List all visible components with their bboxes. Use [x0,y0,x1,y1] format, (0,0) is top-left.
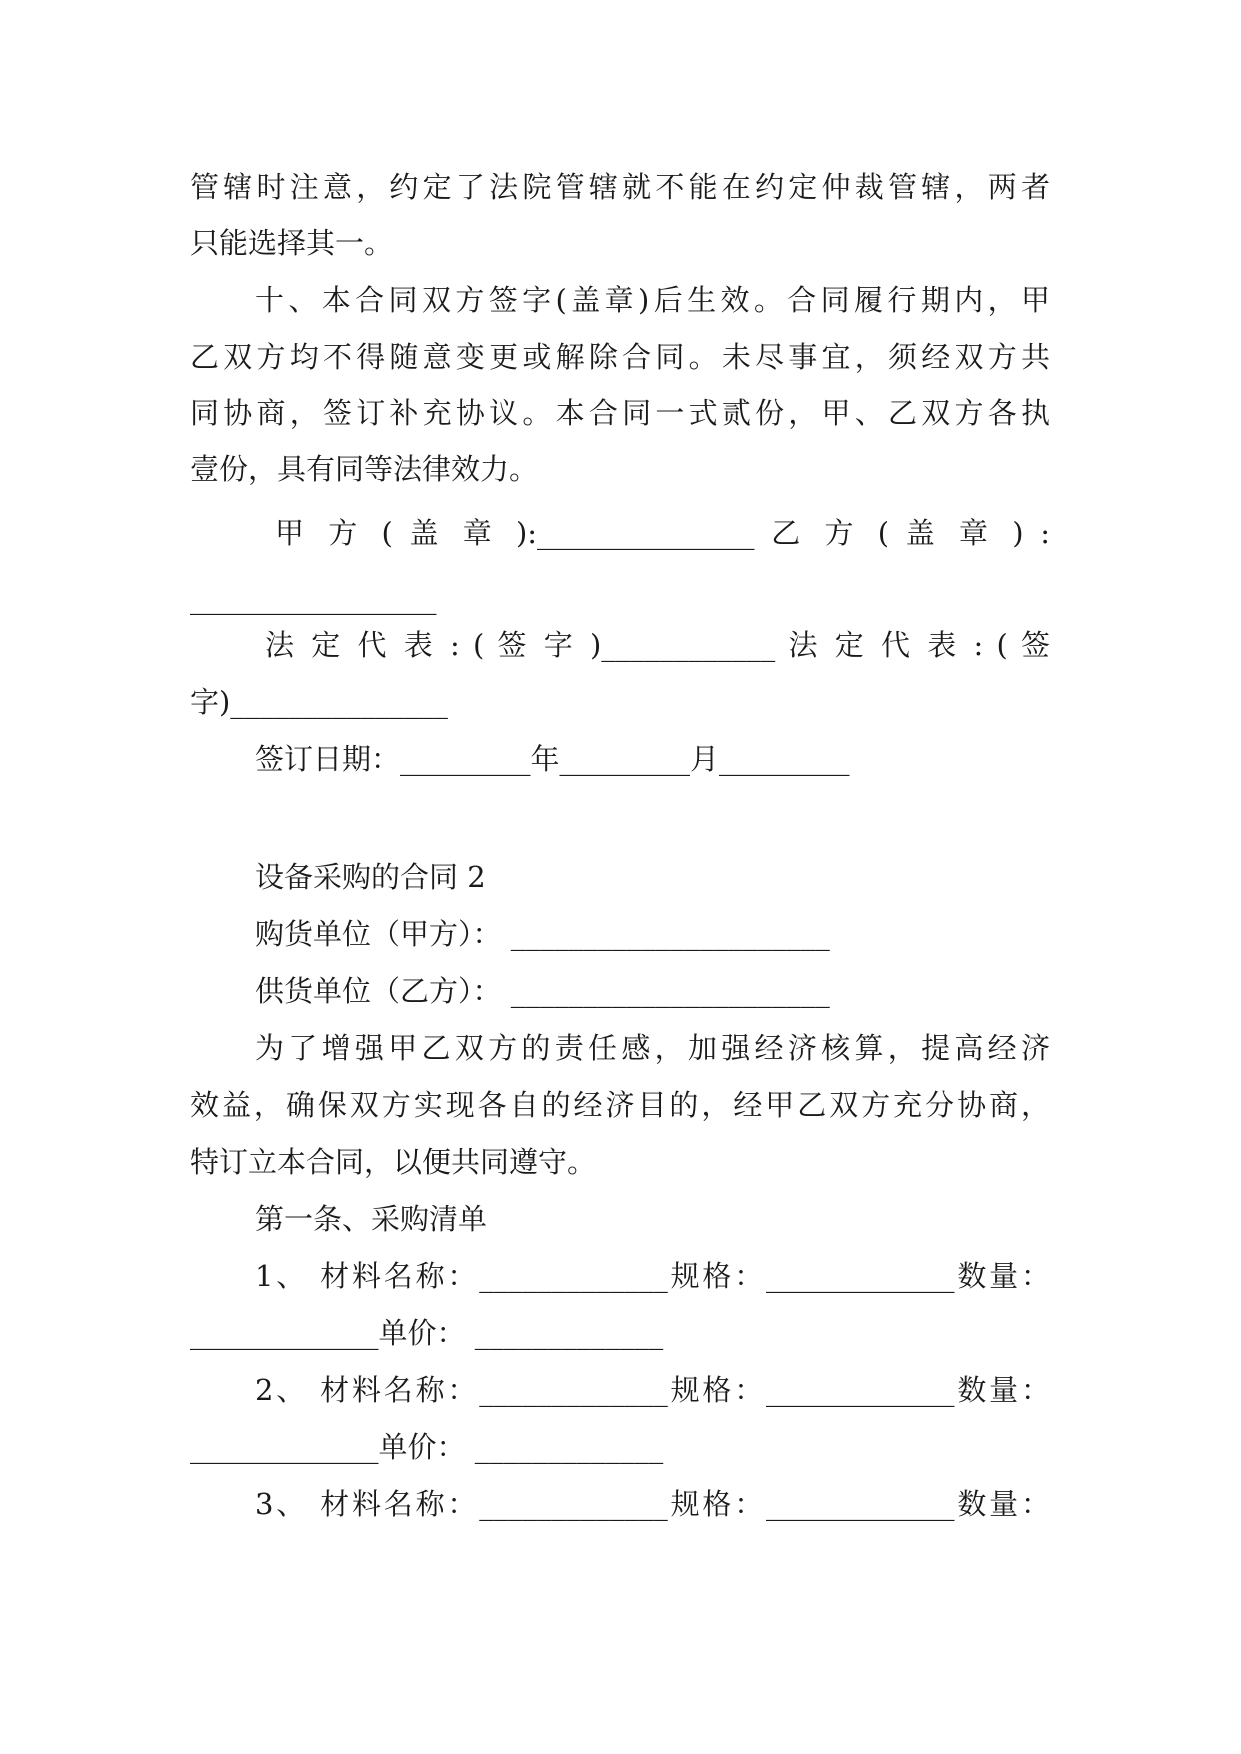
text-line: 为了增强甲乙双方的责任感，加强经济核算，提高经济 [255,1031,1050,1065]
material-item-2: 2、 材料名称：_____________规格：_____________数量： [255,1373,1050,1407]
buyer-line: 购货单位（甲方）： ______________________ [255,917,830,951]
text-line: 乙双方均不得随意变更或解除合同。未尽事宜，须经双方共 [190,340,1050,374]
text-line: 只能选择其一。 [190,226,394,260]
section-heading: 第一条、采购清单 [255,1202,488,1236]
text-line: 十、本合同双方签字(盖章)后生效。合同履行期内，甲 [255,283,1050,317]
text-line: 管辖时注意，约定了法院管辖就不能在约定仲裁管辖，两者 [190,170,1050,204]
material-item-2-price: _____________单价： _____________ [190,1430,664,1464]
signature-line-party-a: 甲 方 ( 盖 章 ):_______________ 乙 方 ( 盖 章 ) : [275,516,1050,550]
supplier-line: 供货单位（乙方）： ______________________ [255,974,830,1008]
text-line: 字)_______________ [190,685,448,719]
text-line: 效益，确保双方实现各自的经济目的，经甲乙双方充分协商， [190,1088,1050,1122]
material-item-3: 3、 材料名称：_____________规格：_____________数量： [255,1487,1050,1521]
signature-underline: _________________ [190,581,437,615]
signing-date-line: 签订日期：_________年_________月_________ [255,742,850,776]
contract-title: 设备采购的合同 2 [255,860,486,894]
text-line: 特订立本合同，以便共同遵守。 [190,1145,597,1179]
material-item-1: 1、 材料名称：_____________规格：_____________数量： [255,1259,1050,1293]
legal-representative-line: 法 定 代 表 : ( 签 字 )____________ 法 定 代 表 : ( 签 [265,628,1050,662]
text-line: 壹份，具有同等法律效力。 [190,452,539,486]
material-item-1-price: _____________单价： _____________ [190,1316,664,1350]
text-line: 同协商，签订补充协议。本合同一式贰份，甲、乙双方各执 [190,396,1050,430]
